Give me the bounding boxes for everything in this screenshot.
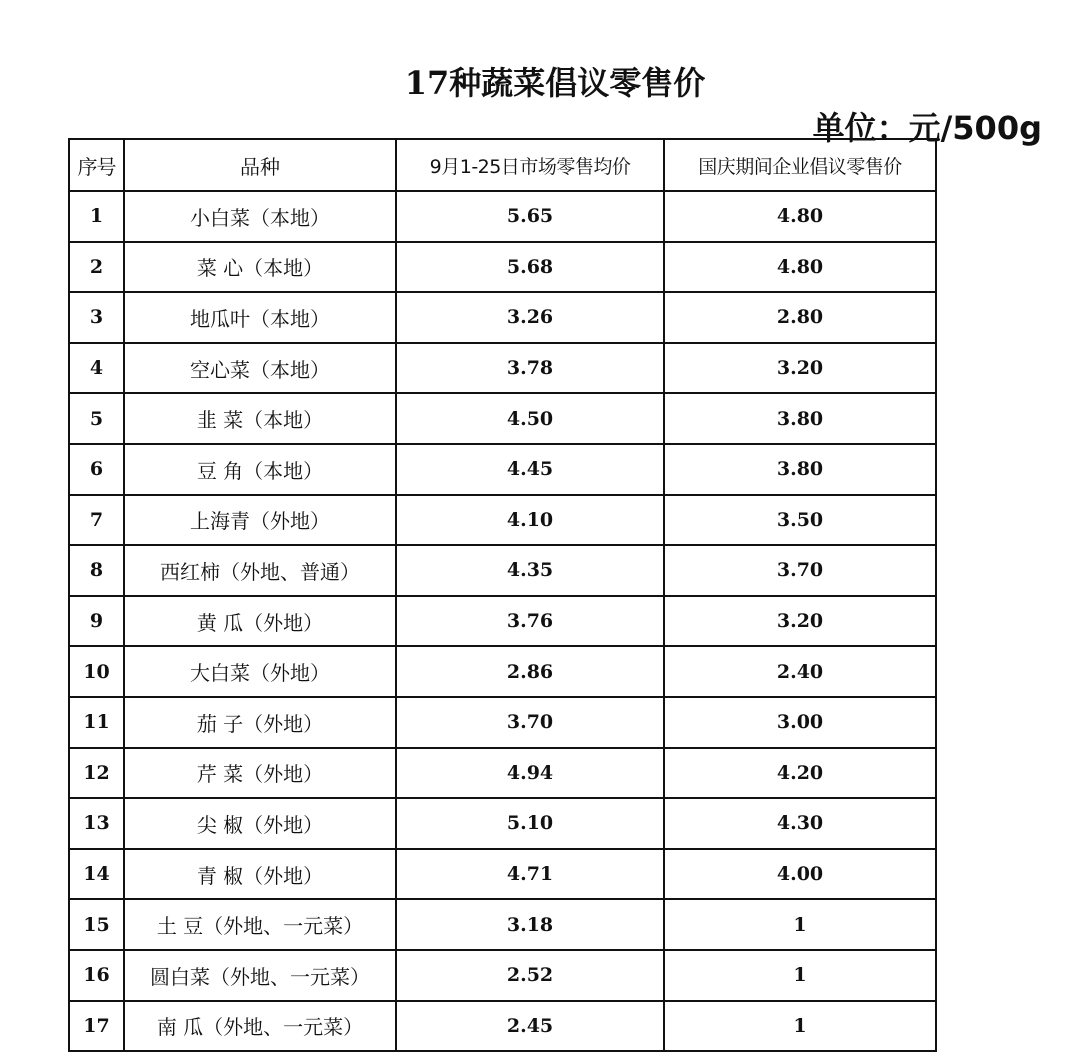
row-index: 1 — [69, 191, 124, 242]
table-row — [69, 596, 936, 647]
row-suggested-price: 3.20 — [664, 596, 936, 647]
table-row — [69, 242, 936, 293]
row-index: 3 — [69, 292, 124, 343]
row-index: 9 — [69, 596, 124, 647]
row-variety: 地瓜叶（本地） — [124, 292, 396, 343]
row-variety: 茄 子（外地） — [124, 697, 396, 748]
row-suggested-price: 1 — [664, 950, 936, 1001]
row-variety: 大白菜（外地） — [124, 646, 396, 697]
row-suggested-price: 3.80 — [664, 393, 936, 444]
table-row — [69, 798, 936, 849]
table-row — [69, 343, 936, 394]
row-suggested-price: 4.20 — [664, 748, 936, 799]
row-market-price: 3.26 — [396, 292, 664, 343]
row-variety: 黄 瓜（外地） — [124, 596, 396, 647]
page-title: 17种蔬菜倡议零售价 — [404, 64, 706, 102]
row-market-price: 4.50 — [396, 393, 664, 444]
row-index: 16 — [69, 950, 124, 1001]
table-row — [69, 393, 936, 444]
table-row — [69, 646, 936, 697]
row-market-price: 2.52 — [396, 950, 664, 1001]
row-suggested-price: 3.80 — [664, 444, 936, 495]
row-market-price: 4.45 — [396, 444, 664, 495]
row-variety: 上海青（外地） — [124, 495, 396, 546]
row-variety: 韭 菜（本地） — [124, 393, 396, 444]
row-market-price: 2.86 — [396, 646, 664, 697]
row-market-price: 2.45 — [396, 1001, 664, 1052]
row-index: 5 — [69, 393, 124, 444]
row-market-price: 5.65 — [396, 191, 664, 242]
row-index: 15 — [69, 899, 124, 950]
row-suggested-price: 1 — [664, 1001, 936, 1052]
table-row — [69, 545, 936, 596]
row-index: 17 — [69, 1001, 124, 1052]
row-variety: 土 豆（外地、一元菜） — [124, 899, 396, 950]
table-row — [69, 849, 936, 900]
cropped-footer-text — [68, 1046, 1028, 1054]
row-market-price: 3.18 — [396, 899, 664, 950]
row-market-price: 4.71 — [396, 849, 664, 900]
row-market-price: 4.35 — [396, 545, 664, 596]
row-index: 10 — [69, 646, 124, 697]
row-variety: 尖 椒（外地） — [124, 798, 396, 849]
table-header-row — [69, 139, 936, 191]
row-suggested-price: 4.80 — [664, 191, 936, 242]
row-suggested-price: 3.20 — [664, 343, 936, 394]
row-market-price: 4.94 — [396, 748, 664, 799]
row-suggested-price: 3.00 — [664, 697, 936, 748]
header-suggested-price: 国庆期间企业倡议零售价 — [664, 139, 936, 191]
row-index: 4 — [69, 343, 124, 394]
row-variety: 芹 菜（外地） — [124, 748, 396, 799]
row-market-price: 4.10 — [396, 495, 664, 546]
row-index: 12 — [69, 748, 124, 799]
row-suggested-price: 2.40 — [664, 646, 936, 697]
row-variety: 空心菜（本地） — [124, 343, 396, 394]
row-index: 2 — [69, 242, 124, 293]
table-body — [69, 191, 936, 1051]
unit-label: 单位：元/500g — [812, 109, 1042, 147]
row-suggested-price: 4.00 — [664, 849, 936, 900]
row-suggested-price: 3.70 — [664, 545, 936, 596]
row-variety: 圆白菜（外地、一元菜） — [124, 950, 396, 1001]
row-market-price: 5.68 — [396, 242, 664, 293]
row-suggested-price: 3.50 — [664, 495, 936, 546]
row-variety: 南 瓜（外地、一元菜） — [124, 1001, 396, 1052]
table-row — [69, 292, 936, 343]
row-index: 7 — [69, 495, 124, 546]
row-index: 6 — [69, 444, 124, 495]
row-index: 14 — [69, 849, 124, 900]
row-index: 8 — [69, 545, 124, 596]
row-market-price: 5.10 — [396, 798, 664, 849]
row-variety: 西红柿（外地、普通） — [124, 545, 396, 596]
row-market-price: 3.78 — [396, 343, 664, 394]
header-market-price: 9月1-25日市场零售均价 — [396, 139, 664, 191]
table-row — [69, 697, 936, 748]
table-row — [69, 495, 936, 546]
row-variety: 豆 角（本地） — [124, 444, 396, 495]
price-table — [68, 138, 937, 1052]
row-variety: 青 椒（外地） — [124, 849, 396, 900]
header-variety: 品种 — [124, 139, 396, 191]
table-row — [69, 191, 936, 242]
row-variety: 小白菜（本地） — [124, 191, 396, 242]
row-index: 11 — [69, 697, 124, 748]
table-row — [69, 899, 936, 950]
header-index: 序号 — [69, 139, 124, 191]
row-variety: 菜 心（本地） — [124, 242, 396, 293]
row-suggested-price: 2.80 — [664, 292, 936, 343]
table-row — [69, 950, 936, 1001]
row-market-price: 3.70 — [396, 697, 664, 748]
row-suggested-price: 1 — [664, 899, 936, 950]
row-suggested-price: 4.30 — [664, 798, 936, 849]
table-row — [69, 444, 936, 495]
row-index: 13 — [69, 798, 124, 849]
table-row — [69, 748, 936, 799]
row-suggested-price: 4.80 — [664, 242, 936, 293]
table-row — [69, 1001, 936, 1052]
row-market-price: 3.76 — [396, 596, 664, 647]
